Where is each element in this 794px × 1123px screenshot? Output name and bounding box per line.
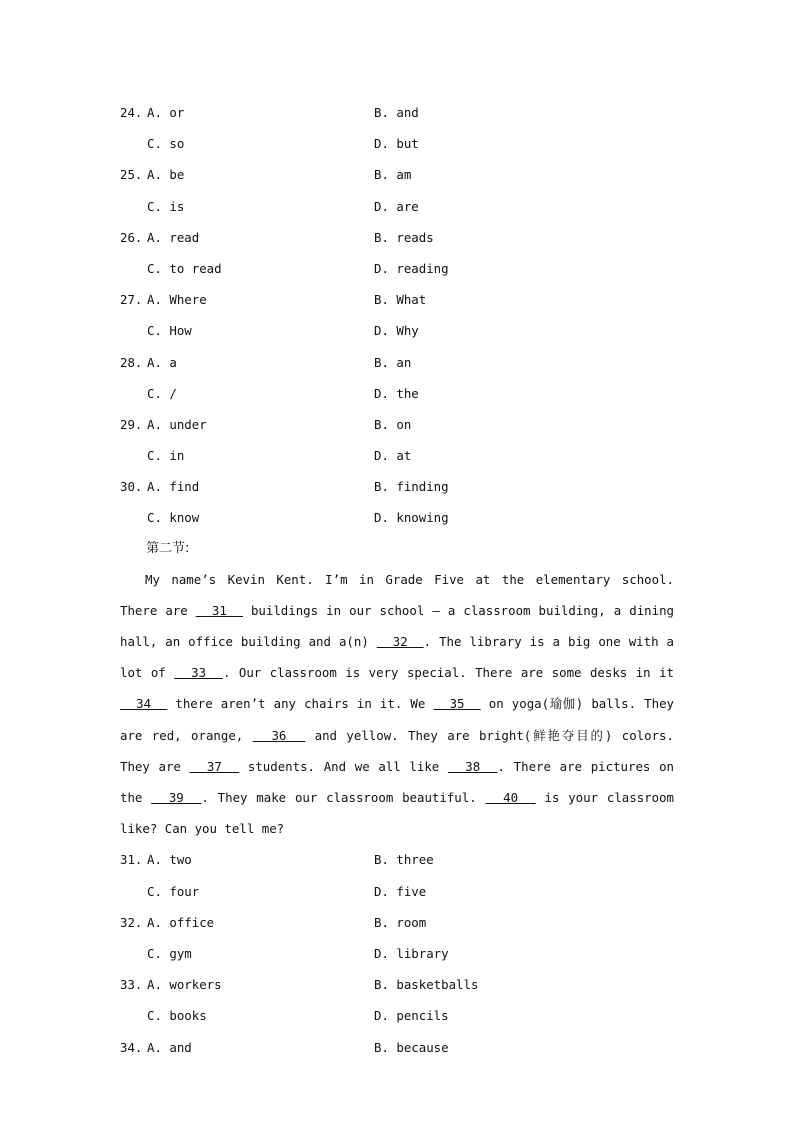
question-33-ab [120, 969, 674, 1000]
passage-text: . There are pictures on the [120, 758, 674, 806]
option-a: A. workers [147, 977, 222, 993]
option-c: C. know [147, 510, 200, 526]
passage-text: . They make our classroom beautiful. [201, 790, 486, 806]
option-b: B. finding [374, 479, 449, 495]
question-34-ab [120, 1032, 674, 1063]
question-number: 32. [120, 914, 143, 930]
option-a: A. and [147, 1039, 192, 1055]
option-d: D. pencils [374, 1008, 449, 1024]
option-c: C. gym [147, 946, 192, 962]
blank-34: 34 [120, 696, 168, 712]
question-number: 28. [120, 354, 143, 370]
passage-text: and yellow. They are bright(鲜艳夺目的) colors. They are [120, 727, 674, 774]
option-c: C. books [147, 1008, 207, 1024]
question-24-ab [120, 97, 674, 128]
option-a: A. read [147, 229, 200, 245]
option-c: C. / [147, 385, 177, 401]
question-number: 31. [120, 852, 143, 868]
option-b: B. What [374, 292, 427, 308]
question-28-ab [120, 347, 674, 378]
option-c: C. How [147, 323, 192, 339]
blank-40: 40 [485, 790, 536, 806]
option-d: D. at [374, 448, 412, 464]
passage-text: students. And we all like [239, 758, 448, 774]
question-number: 27. [120, 292, 143, 308]
blank-39: 39 [151, 790, 202, 806]
option-d: D. knowing [374, 510, 449, 526]
blank-36: 36 [252, 727, 306, 743]
question-29-ab [120, 409, 674, 440]
passage-text: . Our classroom is very special. There are some desks in it [222, 665, 675, 681]
option-b: B. an [374, 354, 412, 370]
passage-text: My name’s Kevin Kent. I’m in Grade Five at the elementary school. There are [120, 571, 674, 618]
question-28-cd [120, 378, 674, 409]
question-number: 24. [120, 105, 143, 120]
blank-32: 32 [376, 634, 424, 650]
blank-33: 33 [174, 665, 223, 681]
option-d: D. Why [374, 323, 419, 339]
option-c: C. is [147, 198, 185, 214]
option-a: A. or [147, 105, 185, 120]
question-32-ab [120, 907, 674, 938]
option-c: C. to read [147, 260, 222, 276]
question-26-ab [120, 222, 674, 253]
question-number: 30. [120, 479, 143, 495]
question-30-cd [120, 502, 674, 533]
option-b: B. and [374, 105, 419, 120]
passage-text: is your classroom like? Can you tell me? [120, 790, 675, 837]
option-b: B. am [374, 167, 412, 183]
passage-text: on yoga(瑜伽) balls. They are red, orange, [120, 696, 675, 743]
blank-31: 31 [195, 602, 243, 618]
option-b: B. reads [374, 229, 434, 245]
option-a: A. Where [147, 292, 207, 308]
option-b: B. three [374, 852, 434, 868]
cloze-passage [120, 564, 674, 845]
question-number: 34. [120, 1039, 143, 1055]
option-a: A. two [147, 852, 192, 868]
document-page [120, 97, 674, 1063]
passage-text: . The library is a big one with a lot of [120, 634, 674, 681]
question-24-cd [120, 128, 674, 159]
option-d: D. are [374, 198, 419, 214]
question-27-cd [120, 315, 674, 346]
question-25-ab [120, 159, 674, 190]
question-number: 26. [120, 229, 143, 245]
blank-35: 35 [433, 696, 481, 712]
question-33-cd [120, 1000, 674, 1031]
passage-text: buildings in our school — a classroom building, a dining hall, an office building and a(n) [120, 602, 674, 650]
option-a: A. a [147, 354, 177, 370]
option-a: A. office [147, 914, 215, 930]
question-31-ab [120, 844, 674, 875]
option-b: B. on [374, 416, 412, 432]
option-a: A. be [147, 167, 185, 183]
question-25-cd [120, 191, 674, 222]
option-d: D. the [374, 385, 419, 401]
question-29-cd [120, 440, 674, 471]
option-a: A. under [147, 416, 207, 432]
question-number: 25. [120, 167, 143, 183]
question-number: 29. [120, 416, 143, 432]
option-b: B. because [374, 1039, 449, 1055]
option-b: B. room [374, 914, 427, 930]
passage-text: there aren’t any chairs in it. We [167, 696, 434, 712]
option-d: D. reading [374, 260, 449, 276]
section-heading: 第二节: [146, 540, 190, 556]
option-d: D. five [374, 883, 427, 899]
question-26-cd [120, 253, 674, 284]
question-32-cd [120, 938, 674, 969]
option-d: D. library [374, 946, 449, 962]
option-c: C. in [147, 448, 185, 464]
option-c: C. so [147, 136, 185, 152]
question-number: 33. [120, 977, 143, 993]
question-31-cd [120, 876, 674, 907]
option-a: A. find [147, 479, 200, 495]
blank-38: 38 [447, 758, 498, 774]
option-d: D. but [374, 136, 419, 152]
option-c: C. four [147, 883, 200, 899]
question-30-ab [120, 471, 674, 502]
question-27-ab [120, 284, 674, 315]
option-b: B. basketballs [374, 977, 479, 993]
blank-37: 37 [189, 758, 240, 774]
